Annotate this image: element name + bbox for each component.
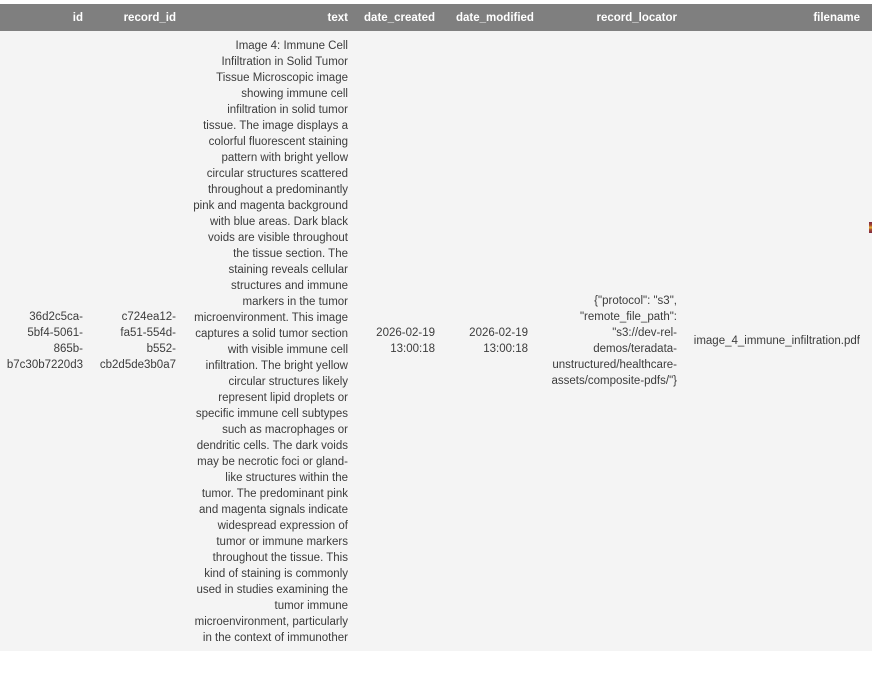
column-header-id[interactable]: id	[72, 11, 83, 24]
table-row[interactable]	[0, 31, 872, 651]
column-header-record-locator[interactable]: record_locator	[596, 11, 677, 24]
cell-text: Image 4: Immune Cell Infiltration in Solid Tumor Tissue Microscopic image showing immune cell infiltration in solid tumor tissue. The image displays a colorful fluorescent staining pattern with bright yellow circular structures scattered throughout a predominantly pink and magenta background with blue areas. Dark black voids are visible throughout the tissue section. The staining reveals cellular structures and immune markers in the tumor microenvironment. This image captures a solid tumor section with visible immune cell infiltration. The bright yellow circular structures likely represent lipid droplets or specific immune cell subtypes such as macrophages or dendritic cells. The dark voids may be necrotic foci or gland-like structures within the tumor. The predominant pink and magenta signals indicate widespread expression of tumor or immune markers throughout the tissue. This kind of staining is commonly used in studies examining the tumor immune microenvironment, particularly in the context of immunother	[193, 40, 348, 644]
column-header-date-modified[interactable]: date_modified	[456, 11, 534, 24]
column-header-date-created[interactable]: date_created	[364, 11, 435, 24]
column-header-text[interactable]: text	[327, 11, 348, 24]
cell-filename: image_4_immune_infiltration.pdf	[693, 335, 860, 347]
cell-date-modified: 2026-02-19 13:00:18	[469, 327, 528, 355]
cell-record-id: c724ea12-fa51-554d-b552-cb2d5de3b0a7	[99, 311, 176, 371]
cell-id: 36d2c5ca-5bf4-5061-865b-b7c30b7220d3	[6, 311, 83, 371]
table-header-row	[0, 4, 872, 31]
cell-record-locator: {"protocol": "s3", "remote_file_path": "s3://dev-rel-demos/teradata-unstructured/healthcare-assets/composite-pdfs/"}	[551, 295, 677, 387]
data-grid	[0, 4, 872, 651]
cell-date-created: 2026-02-19 13:00:18	[376, 327, 435, 355]
column-header-record-id[interactable]: record_id	[123, 11, 176, 24]
column-header-filename[interactable]: filename	[813, 11, 860, 24]
